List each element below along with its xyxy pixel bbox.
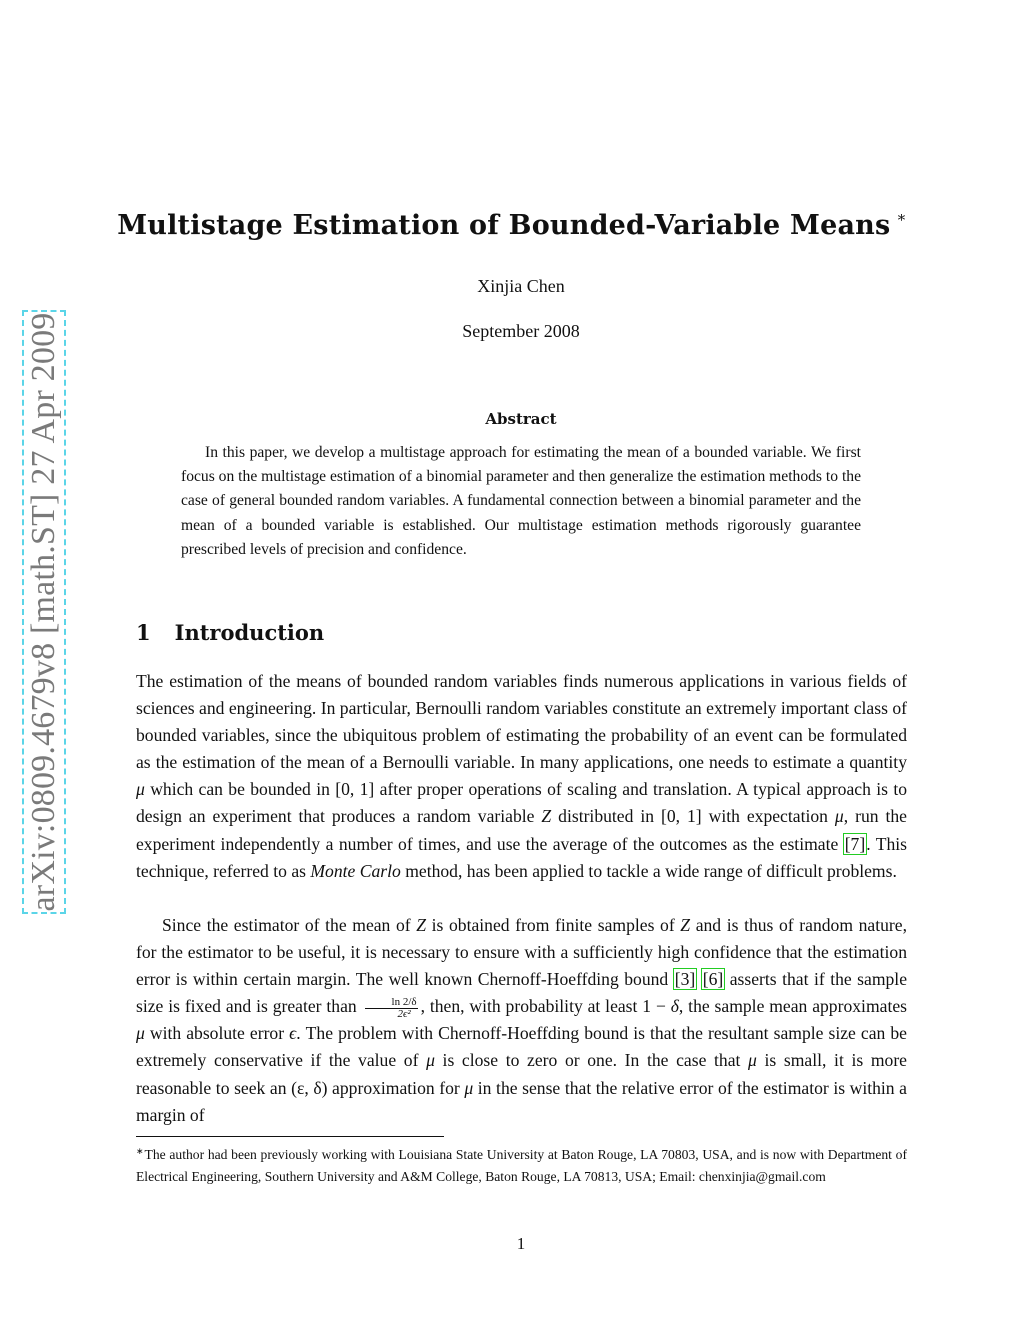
text-run: is close to zero or one. In the case that: [434, 1050, 749, 1071]
footnote: [136, 1140, 907, 1188]
text-run: . The problem with Chernoff-Hoeffding bound is that the resultant sample size can be extremely conservative if the value of: [136, 1023, 907, 1071]
citation-link[interactable]: [6]: [702, 969, 724, 990]
math-symbol: δ: [670, 996, 679, 1017]
sample-size-fraction: [365, 997, 418, 1020]
text-run: in the sense that the relative error of the estimator is within a margin of: [136, 1077, 907, 1125]
section-heading: [136, 620, 324, 645]
abstract-text: In this paper, we develop a multistage approach for estimating the mean of a bounded variable. We first focus on the multistage estimation of a binomial parameter and then generalize the estimation methods to the case of general bounded random variables. A fundamental connection between a binomial parameter and the mean of a bounded variable is established. Our multistage estimation methods rigorously guarantee prescribed levels of precision and confidence.: [181, 444, 861, 558]
fraction-numerator: ln 2/δ: [365, 997, 418, 1009]
math-symbol: μ: [464, 1077, 474, 1098]
page-number: 1: [516, 1234, 526, 1253]
section-title: Introduction: [174, 620, 325, 645]
intro-paragraph-2: [136, 912, 907, 1129]
text-run: method, has been applied to tackle a wide range of difficult problems.: [400, 860, 897, 881]
math-symbol: μ: [426, 1050, 435, 1071]
paper-title: [0, 208, 1024, 241]
math-symbol: Z: [680, 915, 691, 935]
abstract-heading: Abstract: [485, 410, 557, 428]
text-run: asserts that if the sample size is fixed and is greater than: [136, 969, 907, 1017]
math-symbol: μ: [136, 779, 145, 800]
paper-title-text: Multistage Estimation of Bounded-Variable Means: [117, 210, 891, 241]
math-symbol: μ: [834, 806, 844, 827]
paper-date: September 2008: [462, 321, 580, 341]
text-run: . This technique, referred to as: [136, 833, 908, 881]
intro-paragraph-1: [136, 668, 907, 885]
text-run: , run the experiment independently a number of times, and use the average of the outcomes as the estimate: [136, 806, 907, 854]
text-run: , the sample mean approximates: [678, 996, 907, 1017]
math-symbol: Z: [541, 806, 552, 827]
text-run: and is thus of random nature, for the estimator to be useful, it is necessary to ensure with a sufficiently high confidence that the estimation error is within certain margin. The well known Chernoff-Hoeffding bound: [136, 915, 907, 990]
text-run: which can be bounded in [0, 1] after proper operations of scaling and translation. A typical approach is to design an experiment that produces a random variable: [136, 779, 907, 827]
text-run: with absolute error: [144, 1023, 290, 1044]
text-run: distributed in [0, 1] with expectation: [551, 806, 835, 827]
title-footnote-marker[interactable]: ∗: [896, 208, 907, 226]
citation-link[interactable]: [7]: [844, 833, 866, 854]
footnote-text: The author had been previously working with Louisiana State University at Baton Rouge, LA 70803, USA, and is now with Department of Electrical Engineering, Southern University and A&M College, Baton Rouge, LA 70813, USA; Email: chenxinjia@gmail.com: [136, 1147, 907, 1184]
text-run: , then, with probability at least 1 −: [420, 996, 671, 1017]
math-symbol: μ: [136, 1023, 145, 1044]
text-run: Since the estimator of the mean of: [162, 915, 417, 935]
text-run: The estimation of the means of bounded random variables finds numerous applications in various fields of sciences and engineering. In particular, Bernoulli random variables constitute an extremely important class of bounded variables, since the ubiquitous problem of estimating the probability of an event can be formulated as the estimation of the mean of a Bernoulli variable. In many applications, one needs to estimate a quantity: [136, 671, 907, 773]
footnote-marker: ∗: [136, 1146, 144, 1156]
fraction-denominator: 2ϵ²: [397, 1007, 411, 1020]
math-symbol: Z: [416, 915, 427, 935]
math-symbol: ϵ: [289, 1023, 297, 1044]
citation-link[interactable]: [3]: [674, 969, 696, 990]
text-run: is small, it is more reasonable to seek an (ε, δ) approximation for: [136, 1050, 907, 1098]
footnote-divider: [136, 1136, 444, 1137]
arxiv-side-stamp[interactable]: [22, 310, 66, 914]
section-number: 1: [136, 620, 151, 645]
math-symbol: μ: [748, 1050, 757, 1071]
arxiv-identifier: arXiv:0809.4679v8 [math.ST] 27 Apr 2009: [25, 312, 62, 912]
text-run: is obtained from finite samples of: [426, 915, 681, 935]
author-name: Xinjia Chen: [477, 276, 565, 296]
emphasis-monte-carlo: Monte Carlo: [310, 860, 401, 881]
